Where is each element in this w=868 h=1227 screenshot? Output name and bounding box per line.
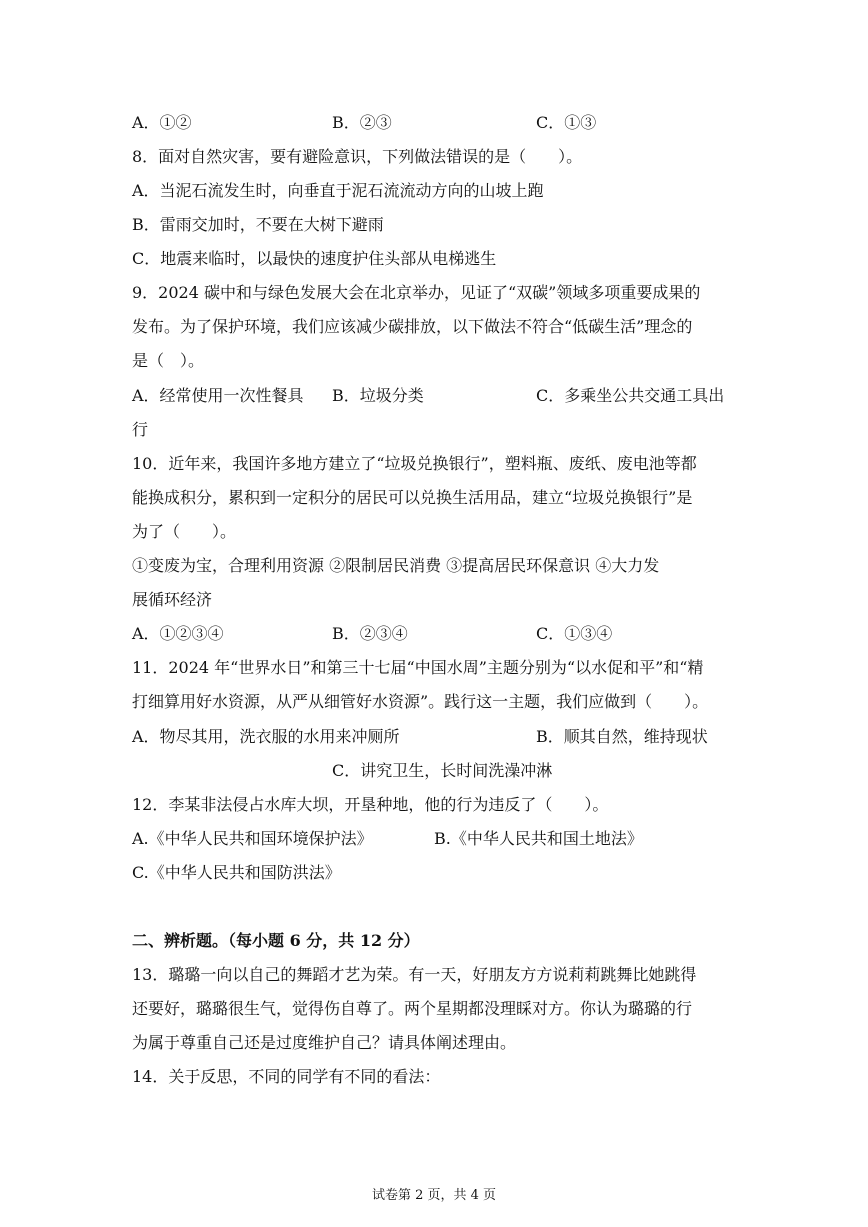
section-2-title: 二、辨析题。（每小题 6 分，共 12 分） <box>132 931 420 950</box>
q10-option-b: B．②③④ <box>332 624 408 643</box>
q11-option-b: B．顺其自然，维持现状 <box>536 727 708 746</box>
q11-option-a: A．物尽其用，洗衣服的水用来冲厕所 <box>132 727 400 746</box>
q10-stem-line-2: 能换成积分，累积到一定积分的居民可以兑换生活用品，建立“垃圾兑换银行”是 <box>132 488 693 507</box>
q13-line-1: 13．璐璐一向以自己的舞蹈才艺为荣。有一天，好朋友方方说莉莉跳舞比她跳得 <box>132 965 697 984</box>
q13-line-2: 还要好，璐璐很生气，觉得伤自尊了。两个星期都没理睬对方。你认为璐璐的行 <box>132 999 693 1018</box>
q10-stem-line-1: 10．近年来，我国许多地方建立了“垃圾兑换银行”，塑料瓶、废纸、废电池等都 <box>132 454 697 473</box>
q9-stem-line-2: 发布。为了保护环境，我们应该减少碳排放，以下做法不符合“低碳生活”理念的 <box>132 317 693 336</box>
q10-items-line-1: ①变废为宝，合理利用资源 ②限制居民消费 ③提高居民环保意识 ④大力发 <box>132 556 660 575</box>
q10-option-a: A．①②③④ <box>132 624 224 643</box>
page-footer: 试卷第 2 页，共 4 页 <box>371 1188 497 1203</box>
q14-stem: 14．关于反思，不同的同学有不同的看法： <box>132 1067 441 1086</box>
q8-option-b: B．雷雨交加时，不要在大树下避雨 <box>132 215 384 234</box>
q12-stem: 12．李某非法侵占水库大坝，开垦种地，他的行为违反了（ ）。 <box>132 795 609 814</box>
q12-option-c: C.《中华人民共和国防洪法》 <box>132 863 341 882</box>
q8-option-c: C．地震来临时，以最快的速度护住头部从电梯逃生 <box>132 249 497 268</box>
q10-option-c: C．①③④ <box>536 624 613 643</box>
q11-stem-line-2: 打细算用好水资源，从严从细管好水资源”。践行这一主题，我们应做到（ ）。 <box>132 692 709 711</box>
q10-items-line-2: 展循环经济 <box>132 590 213 609</box>
q9-option-b: B．垃圾分类 <box>332 386 424 405</box>
q9-stem-line-3: 是（ ）。 <box>132 351 205 370</box>
q7-option-b: B．②③ <box>332 113 392 132</box>
q13-line-3: 为属于尊重自己还是过度维护自己？请具体阐述理由。 <box>132 1033 517 1052</box>
q9-option-c-continued: 行 <box>132 420 149 439</box>
q11-stem-line-1: 11．2024 年“世界水日”和第三十七届“中国水周”主题分别为“以水促和平”和“精 <box>132 658 704 677</box>
q9-stem-line-1: 9．2024 碳中和与绿色发展大会在北京举办，见证了“双碳”领域多项重要成果的 <box>132 283 701 302</box>
q7-option-a: A．①② <box>132 113 192 132</box>
q11-option-c: C．讲究卫生，长时间洗澡冲淋 <box>332 761 553 780</box>
q8-option-a: A．当泥石流发生时，向垂直于泥石流流动方向的山坡上跑 <box>132 181 544 200</box>
q9-option-a: A．经常使用一次性餐具 <box>132 386 304 405</box>
q12-option-a: A.《中华人民共和国环境保护法》 <box>132 829 373 848</box>
q9-option-c: C．多乘坐公共交通工具出 <box>536 386 725 405</box>
q8-stem: 8．面对自然灾害，要有避险意识，下列做法错误的是（ ）。 <box>132 147 583 166</box>
q10-stem-line-3: 为了（ ）。 <box>132 522 237 541</box>
q7-option-c: C．①③ <box>536 113 597 132</box>
q12-option-b: B.《中华人民共和国土地法》 <box>434 829 643 848</box>
